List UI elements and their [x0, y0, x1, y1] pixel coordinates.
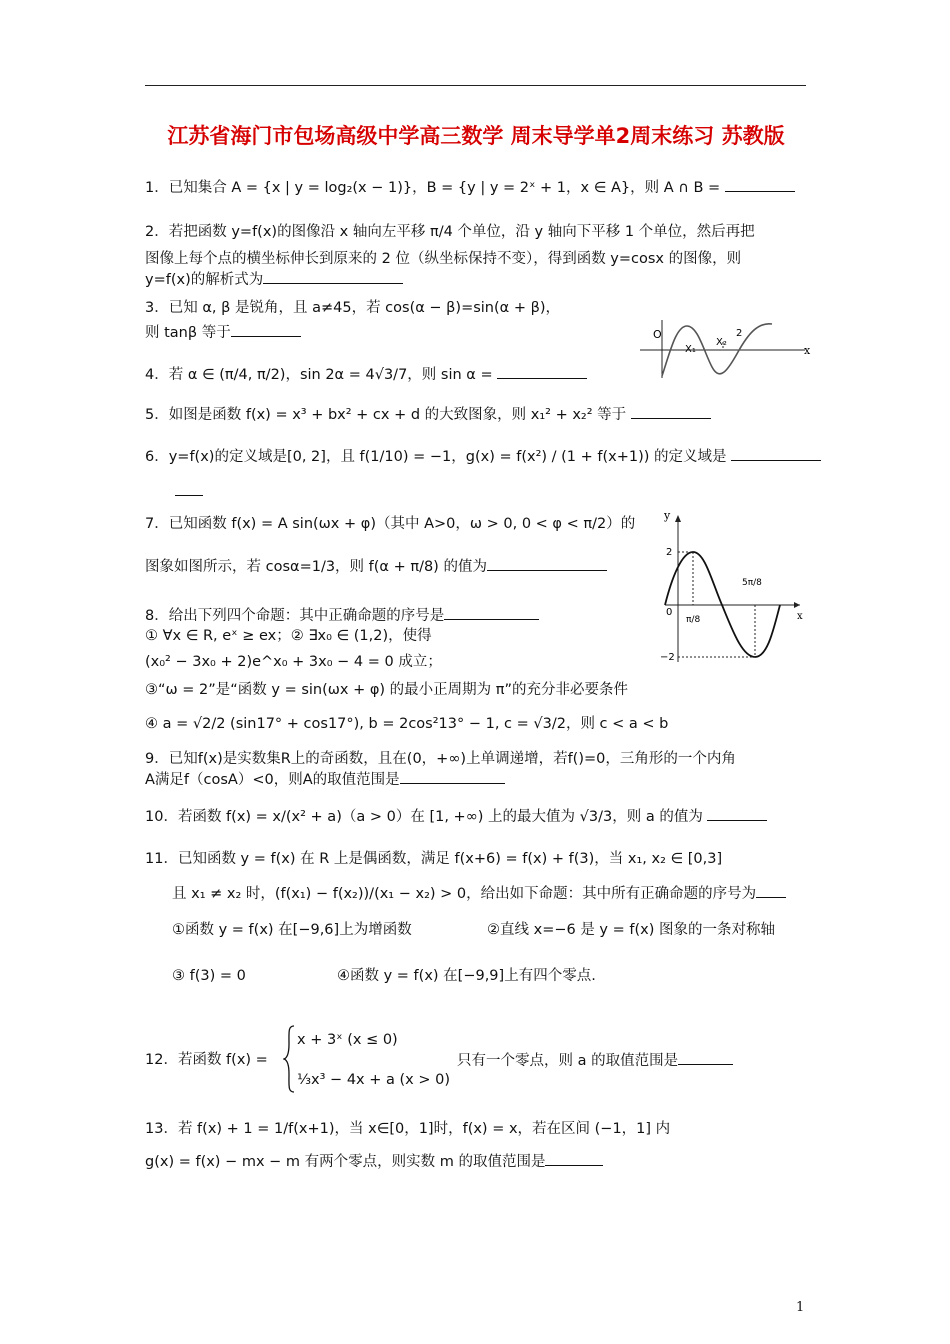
question-7	[145, 514, 810, 577]
question-11-line: 且 x₁ ≠ x₂ 时，(f(x₁) − f(x₂))/(x₁ − x₂) > 0，给出如下命题：其中所有正确命题的序号为	[145, 883, 810, 904]
question-7-line: 图象如图所示，若 cosα=1/3，则 f(α + π/8) 的值为	[145, 556, 810, 577]
answer-blank[interactable]	[756, 883, 786, 898]
origin-label: O	[653, 328, 662, 341]
x1-label: X₁	[685, 344, 696, 355]
brace-icon	[283, 1024, 295, 1094]
question-6-text: 6．y=f(x)的定义域是[0, 2]，且 f(1/10) = −1，g(x) = f(x²) / (1 + f(x+1)) 的定义域是	[145, 449, 727, 465]
question-9-line: 9．已知f(x)是实数集R上的奇函数，且在(0，+∞)上单调递增，若f()=0，三角形的一个内角	[145, 751, 736, 767]
max-value-label: 2	[666, 547, 673, 558]
question-11-options-row	[145, 966, 810, 986]
two-label: 2	[736, 328, 743, 339]
question-2	[145, 222, 810, 290]
x-axis-label: x	[797, 611, 803, 622]
question-4-text: 4．若 α ∈ (π/4, π/2)，sin 2α = 4√3/7，则 sin α =	[145, 367, 493, 383]
question-8-line: (x₀² − 3x₀ + 2)e^x₀ + 3x₀ − 4 = 0 成立；	[145, 654, 442, 670]
question-3-line: 3．已知 α, β 是锐角，且 a≠45，若 cos(α − β)=sin(α + β)，	[145, 300, 560, 316]
question-5-text: 5．如图是函数 f(x) = x³ + bx² + cx + d 的大致图象，则 x₁² + x₂² 等于	[145, 407, 627, 423]
question-13	[145, 1119, 810, 1172]
origin-label: 0	[666, 607, 673, 618]
answer-blank-continued[interactable]	[175, 481, 203, 496]
question-1-text: 1．已知集合 A = {x | y = log₂(x − 1)}，B = {y | y = 2ˣ + 1，x ∈ A}，则 A ∩ B =	[145, 180, 721, 196]
question-10-text: 10．若函数 f(x) = x/(x² + a)（a > 0）在 [1, +∞) 上的最大值为 √3/3，则 a 的值为	[145, 809, 703, 825]
answer-blank[interactable]	[678, 1050, 733, 1065]
question-6	[145, 446, 810, 502]
question-12-case-2: ⅓x³ − 4x + a (x > 0)	[297, 1072, 450, 1088]
min-value-label: −2	[660, 652, 675, 663]
question-8-line: 8．给出下列四个命题：其中正确命题的序号是	[145, 605, 810, 626]
answer-blank[interactable]	[231, 322, 301, 337]
x2-label: X₂	[716, 337, 727, 348]
question-8-line: ③“ω = 2”是“函数 y = sin(ωx + φ) 的最小正周期为 π”的充分非必要条件	[145, 682, 629, 698]
question-10	[145, 806, 810, 827]
x-axis-label: x	[804, 344, 811, 357]
question-3-line: 则 tanβ 等于	[145, 322, 810, 343]
answer-blank[interactable]	[707, 806, 767, 821]
answer-blank[interactable]	[444, 605, 539, 620]
answer-blank[interactable]	[731, 446, 821, 461]
answer-blank[interactable]	[497, 364, 587, 379]
header-rule	[145, 85, 806, 86]
pi-over-8-label: π/8	[686, 615, 701, 625]
question-2-line: y=f(x)的解析式为	[145, 269, 810, 290]
answer-blank[interactable]	[400, 769, 505, 784]
question-12-label: 12．若函数 f(x) =	[145, 1052, 268, 1068]
answer-blank[interactable]	[545, 1151, 603, 1166]
question-9	[145, 749, 810, 790]
question-13-line: g(x) = f(x) − mx − m 有两个零点，则实数 m 的取值范围是	[145, 1151, 810, 1172]
option-1: ①函数 y = f(x) 在[−9,6]上为增函数	[172, 922, 412, 938]
question-2-line: 图像上每个点的横坐标伸长到原来的 2 位（纵坐标保持不变），得到函数 y=cosx 的图像，则	[145, 251, 742, 267]
question-11	[145, 849, 810, 986]
option-3: ③ f(3) = 0	[172, 968, 246, 984]
five-pi-over-8-label: 5π/8	[742, 578, 762, 588]
cubic-graph-figure	[640, 312, 815, 384]
answer-blank[interactable]	[631, 404, 711, 419]
question-11-options-row	[145, 920, 810, 940]
option-2: ②直线 x=−6 是 y = f(x) 图象的一条对称轴	[487, 922, 775, 938]
option-4: ④函数 y = f(x) 在[−9,9]上有四个零点.	[337, 968, 596, 984]
question-1	[145, 177, 810, 198]
question-8-line: ④ a = √2/2 (sin17° + cos17°), b = 2cos²13° − 1, c = √3/2，则 c < a < b	[145, 716, 669, 732]
page-number: 1	[796, 1300, 805, 1315]
y-axis-label: y	[664, 509, 671, 522]
question-9-line: A满足f（cosA）<0，则A的取值范围是	[145, 769, 810, 790]
question-12-case-1: x + 3ˣ (x ≤ 0)	[297, 1032, 398, 1048]
question-7-line: 7．已知函数 f(x) = A sin(ωx + φ)（其中 A>0，ω > 0, 0 < φ < π/2）的	[145, 516, 636, 532]
answer-blank[interactable]	[487, 556, 607, 571]
page-title: 江苏省海门市包场高级中学高三数学 周末导学单2周末练习 苏教版	[167, 124, 785, 148]
question-5	[145, 404, 810, 425]
question-2-line: 2．若把函数 y=f(x)的图像沿 x 轴向左平移 π/4 个单位，沿 y 轴向下平移 1 个单位，然后再把	[145, 224, 755, 240]
question-12	[145, 1024, 810, 1094]
answer-blank[interactable]	[725, 177, 795, 192]
question-13-line: 13．若 f(x) + 1 = 1/f(x+1)，当 x∈[0，1]时，f(x) = x，若在区间 (−1，1] 内	[145, 1121, 671, 1137]
question-8-line: ① ∀x ∈ R, eˣ ≥ ex；② ∃x₀ ∈ (1,2)，使得	[145, 628, 432, 644]
question-8	[145, 605, 810, 734]
question-12-tail: 只有一个零点，则 a 的取值范围是	[457, 1050, 733, 1071]
question-11-line: 11．已知函数 y = f(x) 在 R 上是偶函数，满足 f(x+6) = f(x) + f(3)，当 x₁, x₂ ∈ [0,3]	[145, 851, 723, 867]
answer-blank[interactable]	[263, 269, 403, 284]
